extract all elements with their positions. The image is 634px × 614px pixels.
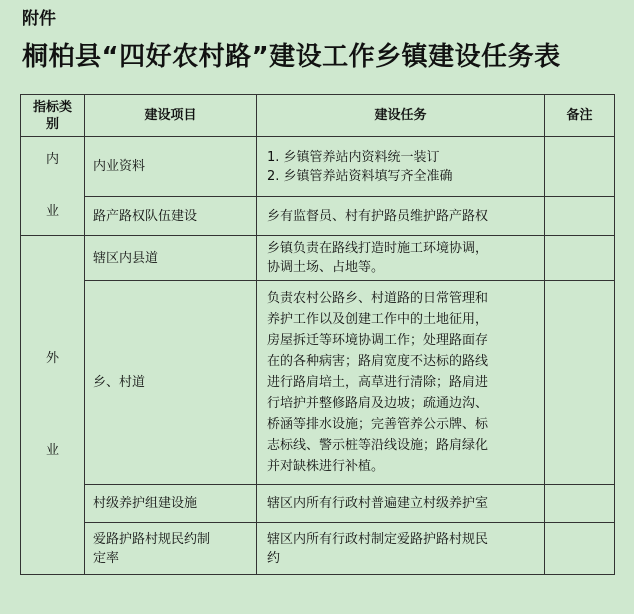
note-cell <box>545 523 615 575</box>
task-cell <box>257 485 545 523</box>
category-outer-char-1: 外 <box>45 351 59 366</box>
note-cell <box>545 236 615 281</box>
note-cell <box>545 485 615 523</box>
task-line: 负责农村公路乡、村道路的日常管理和 <box>267 291 489 306</box>
task-line: 约 <box>267 550 281 566</box>
category-spacer <box>21 171 84 201</box>
task-line: 并对缺株进行补植。 <box>267 459 385 474</box>
category-spacer <box>21 370 84 440</box>
col-header-category <box>21 95 85 137</box>
task-line: 行培护并整修路肩及边坡；疏通边沟、 <box>267 396 489 411</box>
category-inner-char-2: 业 <box>45 204 59 219</box>
item-cell: 乡、村道 <box>85 281 257 485</box>
table-row <box>21 523 615 575</box>
item-line: 定率 <box>93 550 120 566</box>
task-line: 辖区内所有行政村普遍建立村级养护室 <box>267 496 489 511</box>
task-line: 桥涵等排水设施；完善管养公示牌、标 <box>267 417 489 432</box>
item-line: 爱路护路村规民约制 <box>93 531 211 547</box>
table-row <box>21 197 615 236</box>
note-cell <box>545 197 615 236</box>
item-cell: 内业资料 <box>85 137 257 197</box>
note-cell <box>545 281 615 485</box>
task-line: 志标线、警示桩等沿线设施；路肩绿化 <box>267 438 489 453</box>
table-row <box>21 281 615 485</box>
col-header-item: 建设项目 <box>85 95 257 137</box>
category-inner <box>21 137 85 236</box>
category-outer-char-2: 业 <box>45 443 59 458</box>
table-row <box>21 137 615 197</box>
task-line: 乡有监督员、村有护路员维护路产路权 <box>267 208 489 224</box>
task-line: 乡镇负责在路线打造时施工环境协调， <box>267 241 489 256</box>
task-line: 房屋拆迁等环境协调工作；处理路面存 <box>267 333 489 348</box>
page-title: 桐柏县“四好农村路”建设工作乡镇建设任务表 <box>22 42 561 72</box>
col-header-task: 建设任务 <box>257 95 545 137</box>
task-line: 协调土场、占地等。 <box>267 260 385 275</box>
task-line: 养护工作以及创建工作中的土地征用， <box>267 312 489 327</box>
col-header-category-label: 指标类别 <box>32 99 72 132</box>
col-header-note: 备注 <box>545 95 615 137</box>
task-line: 1. 乡镇管养站内资料统一装订 <box>267 149 440 165</box>
task-line: 2. 乡镇管养站资料填写齐全准确 <box>267 168 453 184</box>
attachment-label: 附件 <box>22 9 56 29</box>
item-cell <box>85 523 257 575</box>
task-cell <box>257 281 545 485</box>
item-cell: 辖区内县道 <box>85 236 257 281</box>
task-line: 在的各种病害；路肩宽度不达标的路线 <box>267 354 489 369</box>
task-table <box>20 94 615 575</box>
note-cell <box>545 137 615 197</box>
task-cell <box>257 523 545 575</box>
task-cell <box>257 236 545 281</box>
task-cell <box>257 197 545 236</box>
task-line: 进行路肩培土，高草进行清除；路肩进 <box>267 375 489 390</box>
task-line: 辖区内所有行政村制定爱路护路村规民 <box>267 531 489 547</box>
table-row <box>21 485 615 523</box>
task-cell <box>257 137 545 197</box>
table-row <box>21 236 615 281</box>
category-outer <box>21 236 85 575</box>
table-header-row <box>21 95 615 137</box>
item-cell: 村级养护组建设施 <box>85 485 257 523</box>
item-cell: 路产路权队伍建设 <box>85 197 257 236</box>
category-inner-char-1: 内 <box>45 152 59 167</box>
